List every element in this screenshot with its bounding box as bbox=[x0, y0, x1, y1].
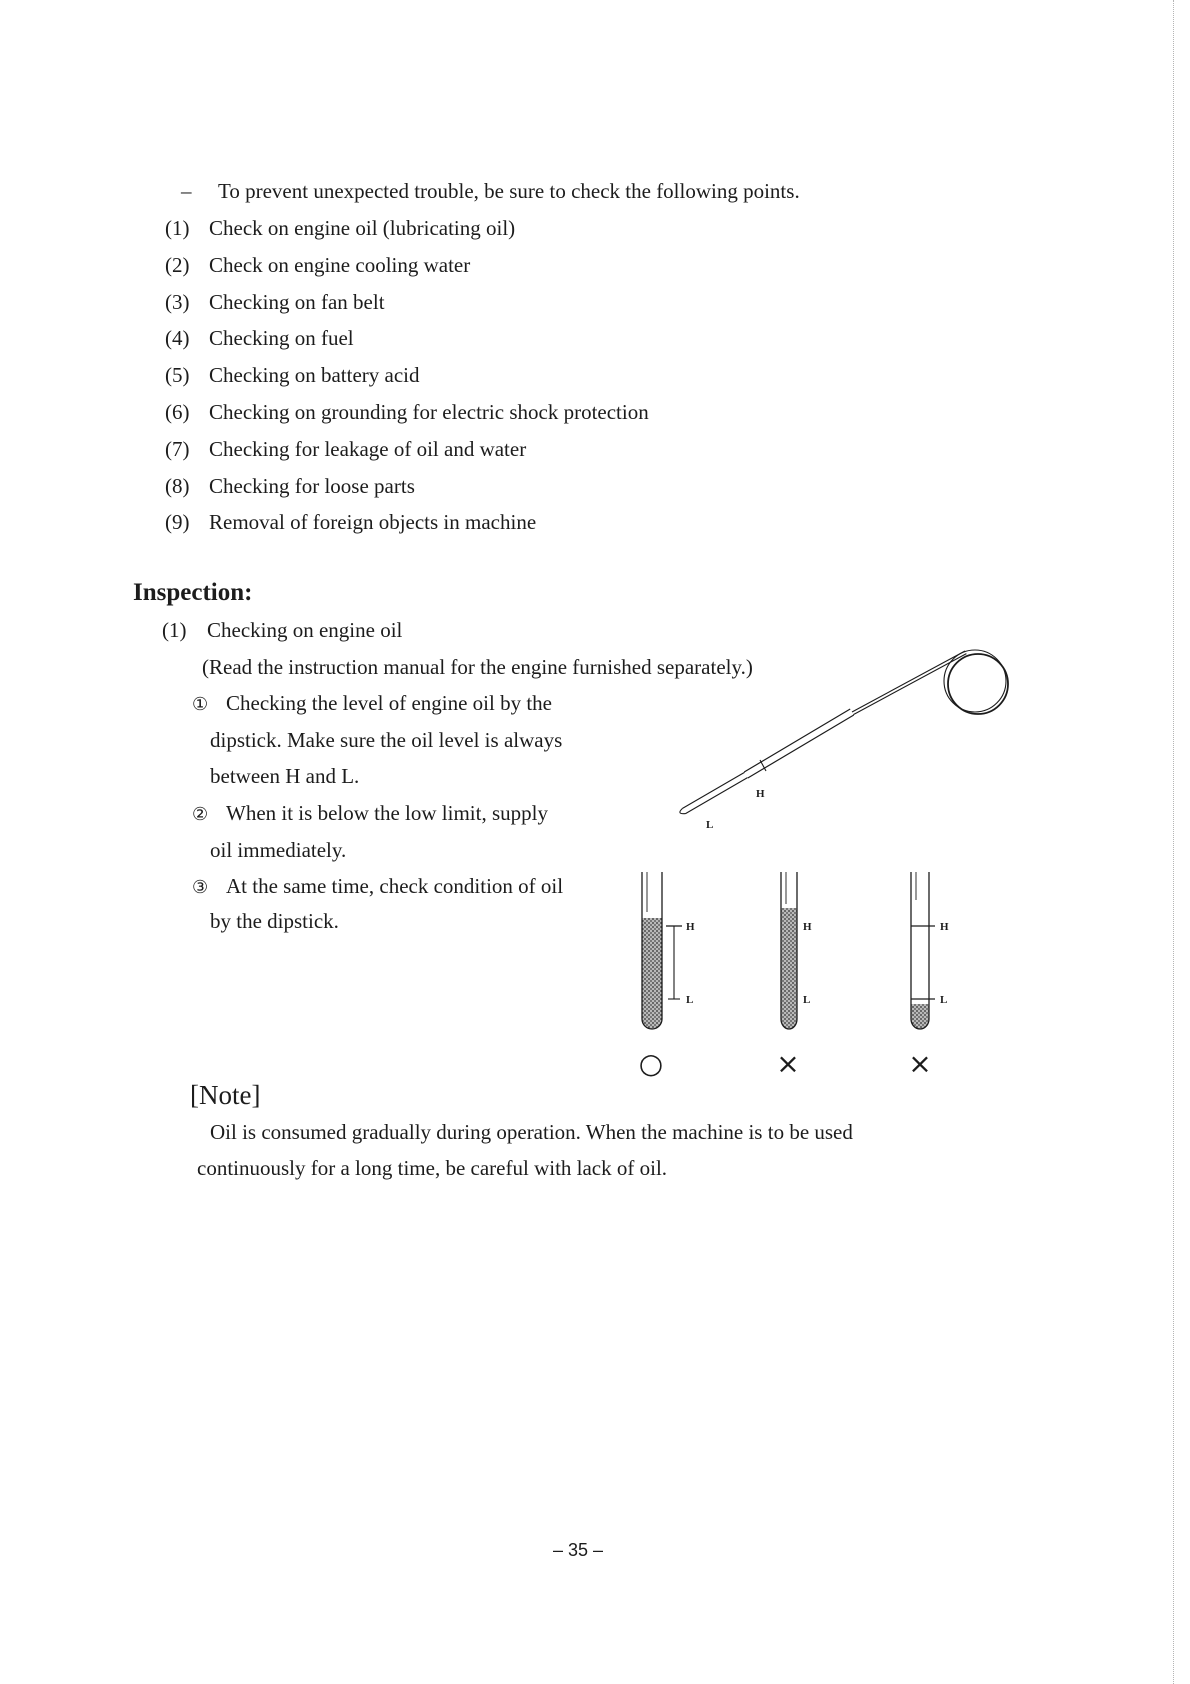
checklist-item-number: (2) bbox=[165, 253, 190, 277]
tube-correct-label-l: L bbox=[686, 994, 694, 1006]
checklist-item-text: Check on engine oil (lubricating oil) bbox=[209, 216, 516, 240]
intro-line bbox=[181, 178, 800, 204]
checklist-item-number: (1) bbox=[165, 216, 190, 240]
dipstick-stick bbox=[686, 778, 748, 814]
step-3-text-continued: by the dipstick. bbox=[210, 909, 339, 933]
checklist-item bbox=[165, 473, 415, 499]
step-1-text: Checking the level of engine oil by the bbox=[226, 691, 552, 715]
dipstick-handle bbox=[744, 709, 850, 772]
dipstick-stick bbox=[683, 772, 745, 808]
dipstick-coil bbox=[948, 654, 1008, 714]
checklist-item-text: Check on engine cooling water bbox=[209, 253, 471, 277]
step-2-text: When it is below the low limit, supply bbox=[226, 801, 548, 825]
tube-overfilled-oil bbox=[781, 908, 797, 1029]
checklist-item bbox=[165, 289, 385, 315]
scan-edge-line bbox=[1173, 0, 1174, 1684]
checklist-item-text: Removal of foreign objects in machine bbox=[209, 510, 537, 534]
checklist-item-text: Checking on battery acid bbox=[209, 363, 420, 387]
note-text: continuously for a long time, be careful with lack of oil. bbox=[197, 1156, 668, 1180]
checklist-item-number: (3) bbox=[165, 290, 190, 314]
note-heading: [Note] bbox=[190, 1080, 261, 1110]
manual-reference: (Read the instruction manual for the engine furnished separately.) bbox=[202, 655, 753, 679]
step-2-line bbox=[192, 800, 548, 828]
inspection-item-text: Checking on engine oil bbox=[207, 618, 403, 642]
tube-correct-label-h: H bbox=[686, 921, 695, 933]
dipstick-label-l: L bbox=[706, 819, 714, 831]
mark-incorrect: × bbox=[776, 1047, 800, 1080]
step-3-line bbox=[192, 873, 563, 901]
note-text: Oil is consumed gradually during operation. When the machine is to be used bbox=[210, 1120, 853, 1144]
checklist-item-number: (8) bbox=[165, 474, 190, 498]
checklist-item-number: (5) bbox=[165, 363, 190, 387]
dipstick-handle bbox=[748, 715, 854, 778]
intro-text: To prevent unexpected trouble, be sure to check the following points. bbox=[218, 179, 800, 203]
step-1-line bbox=[192, 690, 552, 718]
checklist-item-text: Checking on fuel bbox=[209, 326, 354, 350]
page-number: – 35 – bbox=[552, 1540, 604, 1560]
step-1-text-continued: dipstick. Make sure the oil level is always bbox=[210, 728, 563, 752]
checklist-item bbox=[165, 325, 354, 351]
dipstick-label-h: H bbox=[756, 788, 765, 800]
step-2-text-continued: oil immediately. bbox=[210, 838, 347, 862]
dipstick-wire bbox=[853, 654, 966, 715]
tube-overfilled-label-l: L bbox=[803, 994, 811, 1006]
inspection-heading: Inspection: bbox=[133, 579, 253, 606]
checklist-item bbox=[165, 215, 515, 241]
checklist-item-text: Checking on grounding for electric shock protection bbox=[209, 400, 649, 424]
step-1-number: ① bbox=[192, 694, 209, 715]
mark-correct: ○ bbox=[638, 1047, 664, 1080]
inspection-item bbox=[162, 617, 402, 643]
checklist-item-number: (4) bbox=[165, 326, 190, 350]
checklist-item bbox=[165, 399, 649, 425]
checklist-item bbox=[165, 436, 526, 462]
checklist-item-text: Checking on fan belt bbox=[209, 290, 385, 314]
step-1-text-continued: between H and L. bbox=[210, 764, 360, 788]
dipstick-diagram bbox=[620, 630, 1040, 1085]
intro-dash: – bbox=[181, 179, 192, 203]
dipstick-tip bbox=[680, 808, 686, 813]
checklist-item-number: (7) bbox=[165, 437, 190, 461]
mark-incorrect: × bbox=[908, 1047, 932, 1080]
tube-correct-oil bbox=[642, 918, 662, 1029]
checklist-item-text: Checking for loose parts bbox=[209, 474, 415, 498]
step-3-text: At the same time, check condition of oil bbox=[226, 874, 564, 898]
tube-underfilled-label-l: L bbox=[940, 994, 948, 1006]
step-3-number: ③ bbox=[192, 877, 209, 898]
checklist-item-number: (9) bbox=[165, 510, 190, 534]
step-2-number: ② bbox=[192, 804, 209, 825]
checklist-item-text: Checking for leakage of oil and water bbox=[209, 437, 527, 461]
checklist-item bbox=[165, 252, 470, 278]
checklist-item-number: (6) bbox=[165, 400, 190, 424]
checklist-item bbox=[165, 509, 536, 535]
inspection-item-number: (1) bbox=[162, 618, 187, 642]
tube-underfilled-label-h: H bbox=[940, 921, 949, 933]
checklist-item bbox=[165, 362, 420, 388]
tube-overfilled-label-h: H bbox=[803, 921, 812, 933]
dipstick-coil-loop bbox=[944, 650, 1006, 712]
